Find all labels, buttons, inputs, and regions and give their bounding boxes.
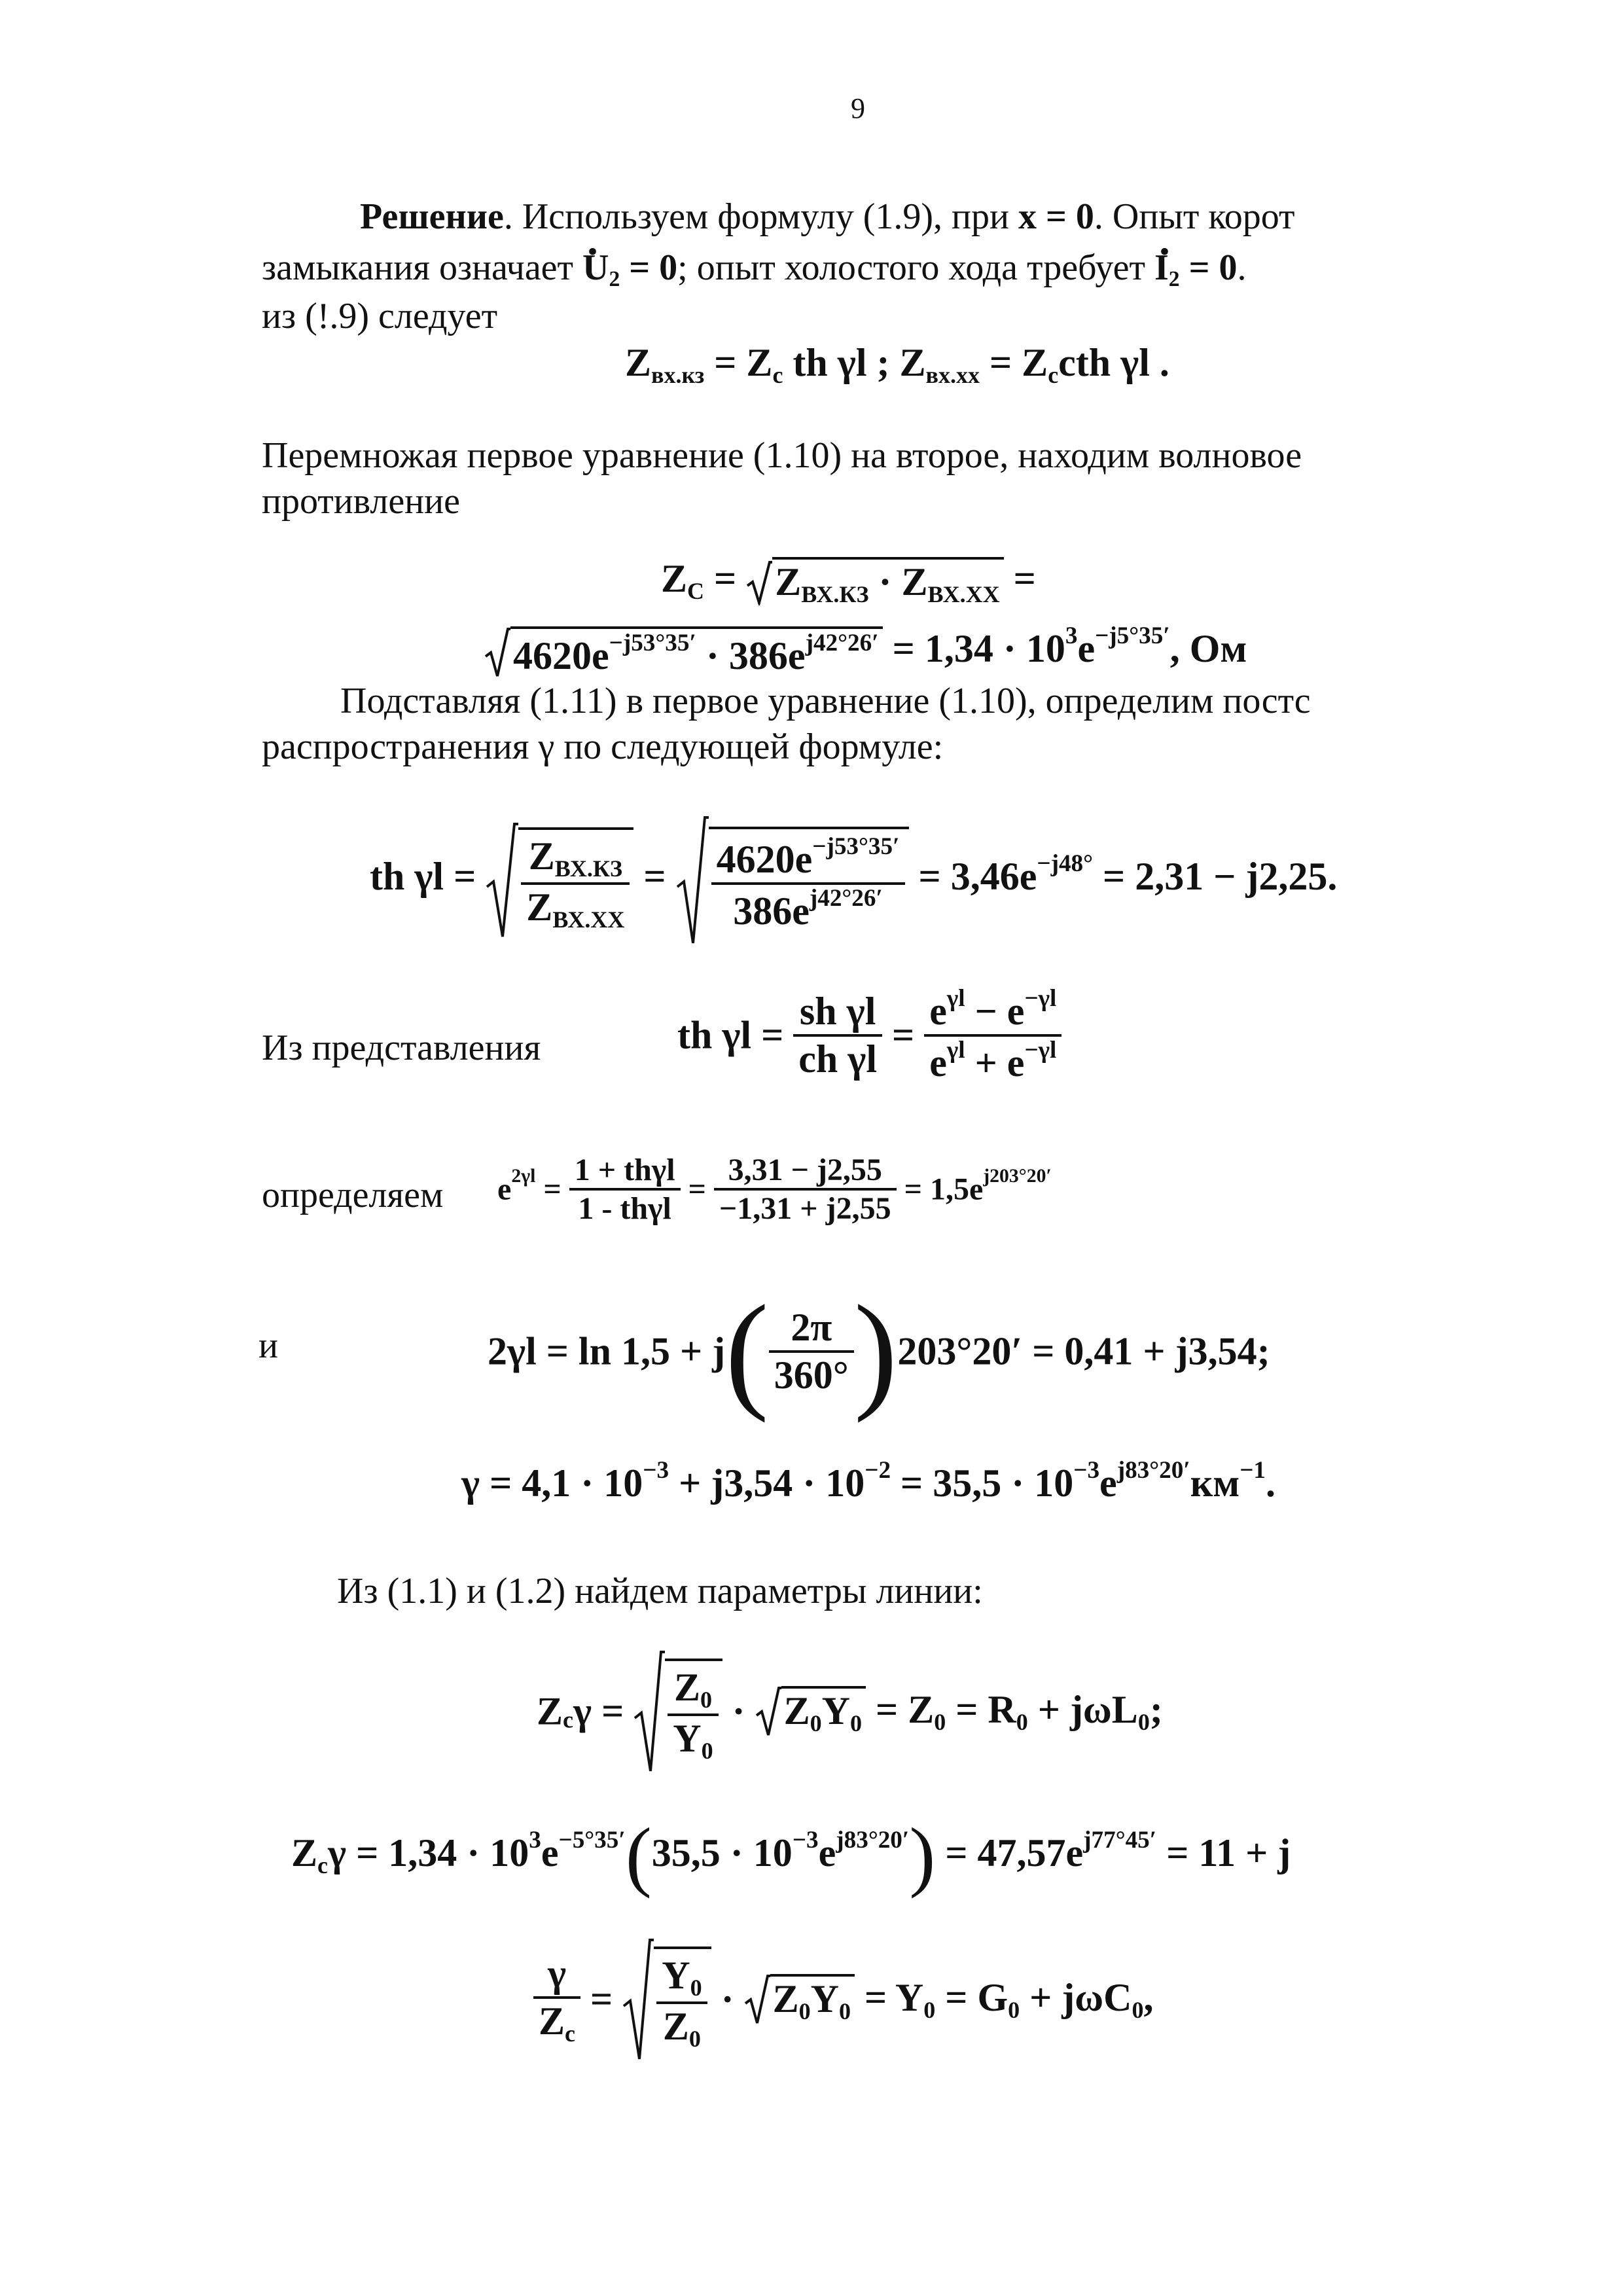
equation-input-impedances: $Z_{вх.кз} = Z_c$ th γl ; $Z_{вх.хх} = Z_ccth$ γl . [625,341,1169,388]
and-label: и [259,1325,278,1366]
equation-zc-gamma: $Z_c\gamma$ = $\frac{Z_0}{Y_0}$ · $Z_0Y_0 = Z_0 = R_0 + j\omega L_0$; [537,1649,1163,1774]
paragraph-3-line-1: Подставляя (1.11) в первое уравнение (1.10), определим постс [340,681,1311,721]
radical-sign [676,815,709,946]
paren-open: ( [625,1812,652,1899]
equation-gamma-over-zc: $\frac{\gamma}{Z_c}$ = $\frac{Y_0}{Z_0}$ · $Z_0Y_0 = Y_0 = G_0 + j\omega C_0$, [533,1937,1153,2062]
radical-sign [755,1685,781,1738]
equation-th-representation: th γl = $\frac{\text{sh γl}}{\text{ch γl}}$ = $\frac{e^{\gamma l} - e^{-\gamma l}}{e^{\gamma l} + e^{-\gamma l}}$ [677,985,1061,1086]
radical-sign [486,821,518,939]
representation-label: Из представления [262,1028,541,1068]
solution-line-3: из (!.9) следует [262,296,498,336]
page-number: 9 [851,92,865,124]
paragraph-2-line-2: противление [262,481,460,522]
paragraph-2-line-1: Перемножая первое уравнение (1.10) на второе, находим волновое [262,435,1302,476]
equation-e-2gamma-l: $e^{2\gamma l}$ = $\frac{\text{1 + thγl}}{\text{1 - thγl}}$ = $\frac{3,31 - j2,55}{-1,31 + j2,55}$ = $1,5e^{j203^\circ 20'}$ [497,1153,1052,1227]
radical-sign [633,1649,665,1774]
equation-th-gamma-l: th γl = $\frac{Z_{ВХ.КЗ}}{Z_{ВХ.ХХ}}$ = $\frac{4620e^{-j53^\circ 35'}}{386e^{j42^\circ 26'}}$ = $3,46e^{-j48^\circ} = 2,31 - j2,25$. [370,815,1337,946]
equation-wave-impedance: $Z_C = Z_{ВХ.КЗ} \cdot Z_{ВХ.ХХ}$ = [661,557,1036,608]
radical-sign [484,626,510,679]
solution-line-1: Решение. Используем формулу (1.9), при x = 0. Опыт корот [360,196,1295,237]
radical-sign [744,1973,770,2026]
define-label: определяем [262,1175,444,1215]
solution-line-2: замыкания означает • $U_2 = 0$; опыт холостого хода требует • $I_2 = 0$. [262,244,1247,303]
paragraph-3-line-2: распространения γ по следующей формуле: [262,726,944,767]
paren-open: ( [725,1279,769,1424]
equation-wave-impedance-value: $4620e^{-j53^\circ 35'} \cdot 386e^{j42^\circ 26'} = 1,34 \cdot 10^3e^{-j5^\circ 35'}$, Ом [484,622,1247,679]
radical-sign [746,560,772,605]
paren-close: ) [853,1279,898,1424]
equation-2-gamma-l: 2γl = ln 1,5 + j( $\frac{2\pi}{360^\circ}$ )203°20′ = 0,41 + j3,54; [488,1279,1270,1424]
line-parameters-text: Из (1.1) и (1.2) найдем параметры линии: [337,1571,983,1611]
equation-zc-gamma-value: $Z_c\gamma = 1,34 \cdot 10^3e^{-5^\circ 35'}(35,5 \cdot 10^{-3}e^{j83^\circ 20'}) = 47,57e^{j77^\circ 45'} = 11 + j$ [291,1812,1291,1899]
equation-gamma: $\gamma = 4,1 \cdot 10^{-3} + j3,54 \cdot 10^{-2} = 35,5 \cdot 10^{-3}e^{j83^\circ 20'}км^{-1}$. [461,1457,1276,1505]
radical-sign [622,1937,654,2062]
paren-close: ) [909,1812,936,1899]
solution-heading: Решение [360,196,504,237]
